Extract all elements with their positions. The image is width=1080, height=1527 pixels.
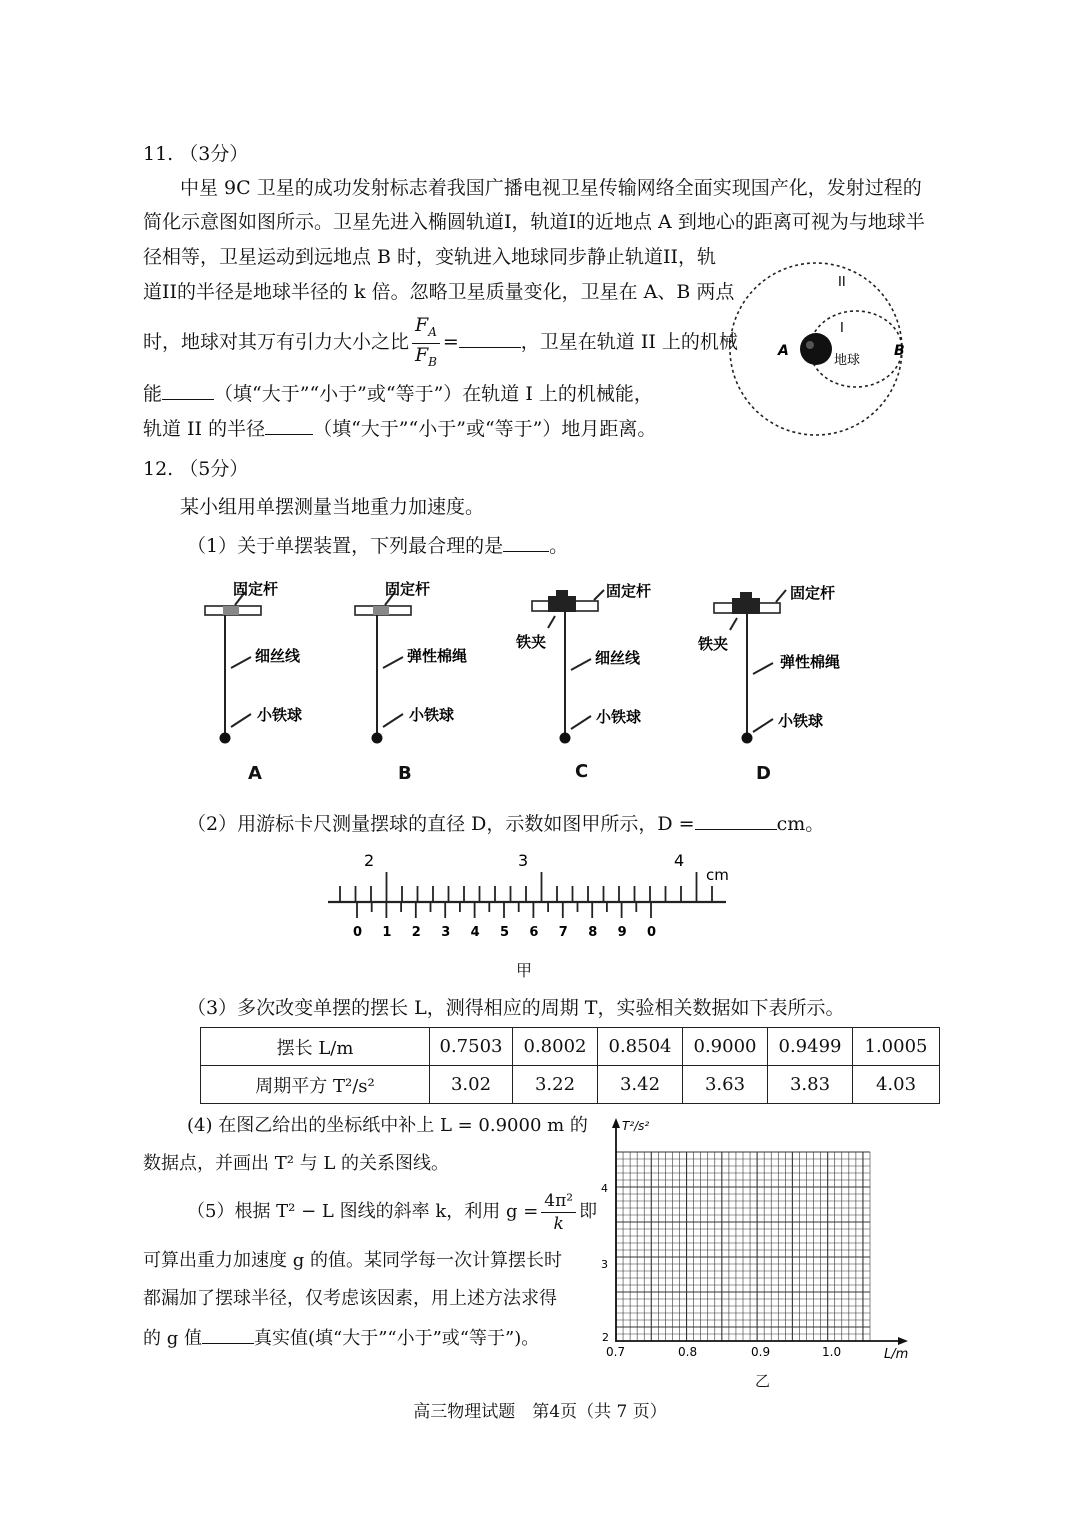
q11-para-line7	[143, 416, 656, 441]
x-axis-arrow-icon	[898, 1337, 908, 1345]
q12-sub3: （3）多次改变单摆的摆长 L，测得相应的周期 T，实验相关数据如下表所示。	[187, 997, 845, 1019]
x-tick-0-9: 0.9	[751, 1345, 771, 1359]
table-row	[201, 1028, 940, 1066]
q11-line7-tail: （填“大于”“小于”或“等于”）地月距离。	[313, 418, 657, 440]
q11-para-line2: 简化示意图如图所示。卫星先进入椭圆轨道I，轨道I的近地点 A 到地心的距离可视为与地球半	[143, 211, 925, 233]
table-cell: 3.83	[768, 1066, 853, 1104]
fixed-rod-knot	[373, 606, 389, 615]
force-ratio-denominator: $F_B$	[414, 343, 437, 369]
rod-label: 固定杆	[233, 580, 279, 598]
table-row-head: 周期平方 T²/s²	[201, 1066, 430, 1104]
iron-clamp-shape	[548, 596, 576, 612]
q12-sub4-line2: 数据点，并画出 T² 与 L 的关系图线。	[143, 1153, 450, 1174]
q12-sub5-ji: 即	[579, 1201, 598, 1222]
q12-sub5-line4-tail: 真实值(填“大于”“小于”或“等于”)。	[253, 1328, 540, 1349]
option-d-letter: D	[756, 763, 771, 784]
vernier-labels	[353, 925, 656, 940]
vernier-label: 0	[353, 925, 363, 940]
vernier-label: 2	[411, 925, 421, 940]
table-row	[201, 1066, 940, 1104]
ball-label: 小铁球	[778, 712, 824, 730]
vernier-caliper-diagram	[320, 846, 740, 946]
option-a-letter: A	[248, 763, 262, 784]
table-cell: 3.22	[513, 1066, 598, 1104]
q11-para-line4: 道II的半径是地球半径的 k 倍。忽略卫星质量变化，卫星在 A、B 两点	[143, 281, 735, 303]
vernier-label: 1	[382, 925, 392, 940]
y-axis-arrow-icon	[612, 1118, 620, 1128]
vernier-scale-ticks	[357, 902, 651, 918]
table-cell: 0.9499	[768, 1028, 853, 1066]
q12-sub2-text: （2）用游标卡尺测量摆球的直径 D，示数如图甲所示，D =	[187, 813, 695, 835]
table-cell: 0.8504	[598, 1028, 683, 1066]
q11-para-line3: 径相等，卫星运动到远地点 B 时，变轨进入地球同步静止轨道II，轨	[143, 246, 717, 268]
orbit-diagram	[726, 256, 931, 446]
option-c-letter: C	[575, 761, 589, 782]
q12-intro: 某小组用单摆测量当地重力加速度。	[180, 496, 485, 518]
q12-sub5-line4	[143, 1325, 539, 1351]
caliper-unit: cm	[706, 866, 729, 884]
vernier-label: 9	[617, 925, 627, 940]
answer-blank-diameter[interactable]	[695, 811, 777, 830]
point-a-label: A	[778, 343, 789, 359]
q12-sub5-line3: 都漏加了摆球半径，仅考虑该因素，用上述方法求得	[143, 1288, 557, 1309]
answer-blank-g-value[interactable]	[202, 1325, 254, 1344]
y-tick-4: 4	[601, 1182, 608, 1195]
iron-ball-icon	[742, 733, 753, 744]
table-cell: 1.0005	[853, 1028, 940, 1066]
q11-line5-tail: ，卫星在轨道 II 上的机械	[520, 331, 738, 353]
vernier-label: 7	[558, 925, 568, 940]
q12-sub2-unit: cm。	[776, 813, 825, 835]
x-tick-0-7: 0.7	[606, 1345, 626, 1359]
q11-heading: 11. （3分）	[143, 143, 249, 165]
main-label-2: 2	[364, 851, 375, 870]
table-cell: 3.63	[683, 1066, 768, 1104]
q11-para-line1: 中星 9C 卫星的成功发射标志着我国广播电视卫星传输网络全面实现国产化，发射过程的	[180, 177, 922, 199]
q11-para-line6	[143, 381, 653, 406]
iron-ball-icon	[560, 733, 571, 744]
graph-paper-yi	[596, 1116, 916, 1396]
formula-numerator: 4π²	[541, 1190, 576, 1213]
y-tick-2: 2	[602, 1331, 609, 1344]
vernier-label: 8	[588, 925, 598, 940]
rod-label: 固定杆	[385, 580, 431, 598]
table-cell: 0.8002	[513, 1028, 598, 1066]
orbit-i-label: I	[840, 321, 844, 336]
main-scale-ticks	[340, 872, 712, 902]
q11-line6-start: 能	[143, 383, 163, 405]
y-axis-label: T²/s²	[622, 1119, 650, 1133]
graph-grid	[616, 1152, 870, 1341]
pendulum-option-b	[345, 572, 485, 752]
table-cell: 3.42	[598, 1066, 683, 1104]
vernier-label: 6	[529, 925, 539, 940]
vernier-label: 0	[647, 925, 657, 940]
q12-sub5-line1	[187, 1184, 597, 1240]
q11-line7-start: 轨道 II 的半径	[143, 418, 266, 440]
main-label-3: 3	[518, 851, 529, 870]
q12-sub1-end: 。	[549, 535, 569, 557]
x-axis-label: L/m	[884, 1347, 909, 1362]
rod-label: 固定杆	[790, 584, 836, 602]
q11-para-line5	[143, 312, 738, 372]
y-tick-3: 3	[601, 1258, 608, 1271]
x-tick-1-0: 1.0	[822, 1345, 842, 1359]
fixed-rod-knot	[223, 606, 239, 615]
iron-ball-icon	[220, 733, 231, 744]
earth-icon	[800, 333, 832, 365]
answer-blank-force-ratio[interactable]	[459, 329, 521, 348]
x-tick-0-8: 0.8	[678, 1345, 698, 1359]
force-ratio-numerator: $F_A$	[412, 314, 440, 344]
q11-line5-text: 时，地球对其万有引力大小之比	[143, 331, 410, 353]
q12-sub5-line4-start: 的 g 值	[143, 1328, 202, 1349]
rod-label: 固定杆	[606, 582, 652, 600]
answer-blank-energy[interactable]	[162, 381, 214, 400]
vernier-label: 4	[470, 925, 480, 940]
main-label-4: 4	[674, 851, 685, 870]
pendulum-option-d	[692, 572, 852, 752]
answer-blank-pendulum[interactable]	[503, 533, 549, 552]
q12-sub5-text: （5）根据 T² − L 图线的斜率 k，利用 g =	[187, 1201, 539, 1222]
q12-sub1-text: （1）关于单摆装置，下列最合理的是	[187, 535, 504, 557]
pendulum-option-c	[510, 572, 660, 752]
point-b-label: B	[894, 343, 905, 359]
q12-sub2	[187, 811, 824, 836]
ball-label: 小铁球	[596, 708, 642, 726]
clamp-label: 铁夹	[698, 635, 729, 653]
table-cell: 3.02	[430, 1066, 513, 1104]
figure-yi-caption: 乙	[755, 1372, 771, 1390]
option-b-letter: B	[398, 763, 412, 784]
string-label: 细丝线	[595, 649, 641, 667]
table-cell: 0.9000	[683, 1028, 768, 1066]
figure-jia-caption: 甲	[516, 961, 533, 980]
data-table	[200, 1027, 940, 1104]
page-footer: 高三物理试题 第4页（共 7 页）	[413, 1402, 667, 1422]
ball-label: 小铁球	[257, 706, 303, 724]
equals-sign: =	[442, 331, 459, 353]
table-cell: 0.7503	[430, 1028, 513, 1066]
q11-line6-tail: （填“大于”“小于”或“等于”）在轨道 I 上的机械能，	[214, 383, 653, 405]
q12-sub5-line2: 可算出重力加速度 g 的值。某同学每一次计算摆长时	[143, 1250, 562, 1271]
table-row-head: 摆长 L/m	[201, 1028, 430, 1066]
force-ratio-fraction	[412, 314, 440, 373]
string-label: 弹性棉绳	[407, 647, 468, 665]
gravity-formula-fraction	[541, 1190, 576, 1235]
ball-label: 小铁球	[409, 706, 455, 724]
formula-denominator: k	[553, 1213, 564, 1234]
earth-shade-icon	[806, 341, 814, 349]
table-cell: 4.03	[853, 1066, 940, 1104]
iron-ball-icon	[372, 733, 383, 744]
string-label: 细丝线	[255, 647, 301, 665]
q12-sub4-line1: (4) 在图乙给出的坐标纸中补上 L = 0.9000 m 的	[187, 1115, 588, 1136]
pendulum-option-a	[195, 572, 335, 752]
vernier-label: 3	[441, 925, 451, 940]
q12-heading: 12. （5分）	[143, 458, 249, 480]
string-label: 弹性棉绳	[780, 653, 841, 671]
q12-sub1	[187, 533, 568, 558]
iron-clamp-shape	[732, 598, 760, 614]
answer-blank-radius[interactable]	[265, 416, 313, 435]
clamp-label: 铁夹	[516, 633, 547, 651]
earth-label: 地球	[834, 353, 861, 368]
vernier-label: 5	[500, 925, 510, 940]
orbit-ii-label: II	[838, 275, 846, 290]
